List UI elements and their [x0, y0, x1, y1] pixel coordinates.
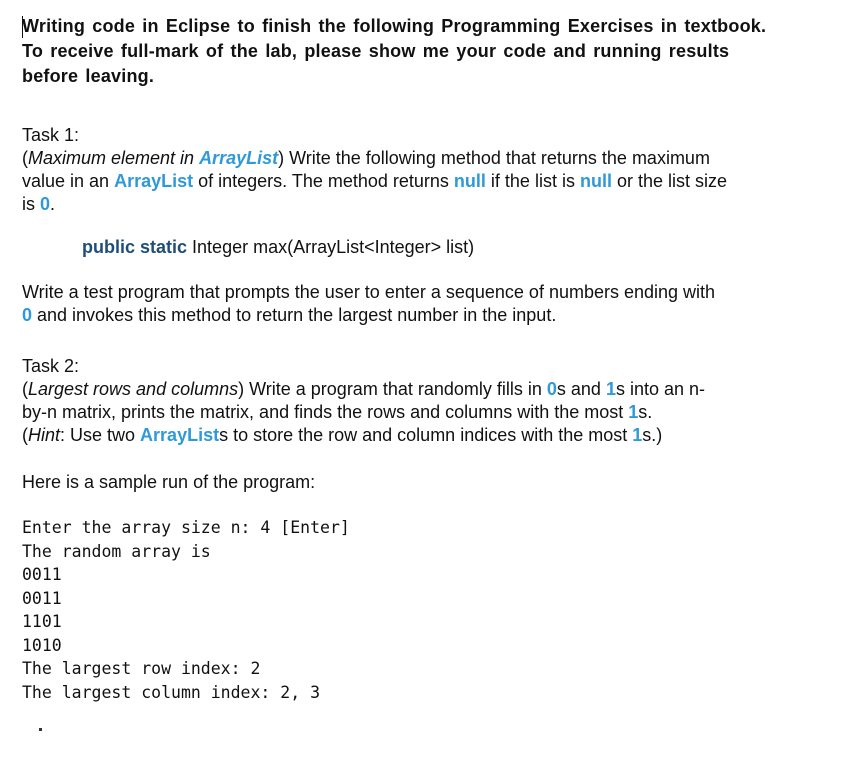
task1-null-2: null: [579, 171, 612, 191]
output-line: 0011: [22, 588, 62, 608]
task2-section: [22, 355, 822, 704]
sample-run-intro: Here is a sample run of the program:: [22, 472, 316, 492]
keyword-static: static: [140, 237, 188, 257]
task2-one: 1: [605, 379, 616, 399]
task2-hint: Hint: [28, 425, 61, 445]
task2-line-3: [22, 424, 822, 447]
task2-1b: ) Write a program that randomly fills in: [238, 379, 547, 399]
task2-title: Task 2:: [22, 356, 80, 376]
task2-1c: s and: [556, 379, 606, 399]
task1-test-line-1: Write a test program that prompts the user to enter a sequence of numbers ending with: [22, 282, 716, 302]
task1-topic: Maximum element in: [28, 148, 200, 168]
intro-line-1: Writing code in Eclipse to finish the following Programming Exercises in textbook.: [22, 16, 767, 36]
output-line: 1010: [22, 635, 62, 655]
task2-1a: (: [22, 379, 28, 399]
task1-test-line-2: [22, 304, 822, 327]
task2-3c: s to store the row and column indices with the most: [219, 425, 633, 445]
intro-block: [22, 14, 822, 89]
task1-topic-arraylist: ArrayList: [199, 148, 279, 168]
task1-desc-2a: value in an: [22, 171, 115, 191]
task1-desc-2c: if the list is: [485, 171, 580, 191]
task2-one-2: 1: [628, 402, 639, 422]
trailing-dot: [39, 728, 42, 731]
task2-zero: 0: [546, 379, 557, 399]
paren-close: ): [278, 148, 285, 168]
task2-2a: by-n matrix, prints the matrix, and finds the rows and columns with the most: [22, 402, 629, 422]
task2-topic: Largest rows and columns: [28, 379, 239, 399]
task1-desc-line-3: [22, 193, 822, 216]
intro-line-2: To receive full-mark of the lab, please show me your code and running results: [22, 41, 730, 61]
signature-rest: Integer max(ArrayList<Integer> list): [187, 237, 475, 257]
output-line: The largest row index: 2: [22, 659, 261, 678]
task2-3a: (: [22, 425, 28, 445]
task2-one-3: 1: [632, 425, 643, 445]
task1-zero: 0: [40, 194, 51, 214]
task1-desc-line-2: [22, 170, 822, 193]
task2-arraylist: ArrayList: [140, 425, 220, 445]
task2-line-1: [22, 378, 822, 401]
document-page: [22, 14, 822, 704]
task1-test-zero: 0: [22, 305, 33, 325]
task1-section: [22, 124, 822, 327]
task2-2b: s.: [638, 402, 653, 422]
task1-arraylist: ArrayList: [114, 171, 194, 191]
output-line: 0011: [22, 565, 62, 584]
sample-output: [22, 516, 822, 704]
task2-1d: s into an n-: [615, 379, 706, 399]
task1-test-2: and invokes this method to return the largest number in the input.: [32, 305, 557, 325]
task2-3b: : Use two: [60, 425, 141, 445]
task1-desc-3a: is: [22, 194, 40, 214]
output-line: The largest column index: 2, 3: [22, 682, 321, 702]
keyword-public: public: [82, 237, 135, 257]
intro-line-3: before leaving.: [22, 66, 155, 86]
task1-desc-line-1: [22, 147, 822, 170]
output-line: Enter the array size n: 4 [Enter]: [22, 518, 350, 537]
output-line: The random array is: [22, 541, 211, 561]
task2-3d: s.): [642, 425, 663, 445]
task1-desc-3b: .: [50, 194, 56, 214]
task1-null-1: null: [453, 171, 486, 191]
task1-title: Task 1:: [22, 125, 80, 145]
task1-desc-2b: of integers. The method returns: [193, 171, 454, 191]
method-signature: [22, 236, 822, 259]
task2-line-2: [22, 401, 822, 424]
output-line: 1101: [22, 612, 62, 631]
task1-desc-2d: or the list size: [611, 171, 727, 191]
task1-desc-1: Write the following method that returns the maximum: [284, 148, 710, 168]
paren-open: (: [22, 148, 28, 168]
